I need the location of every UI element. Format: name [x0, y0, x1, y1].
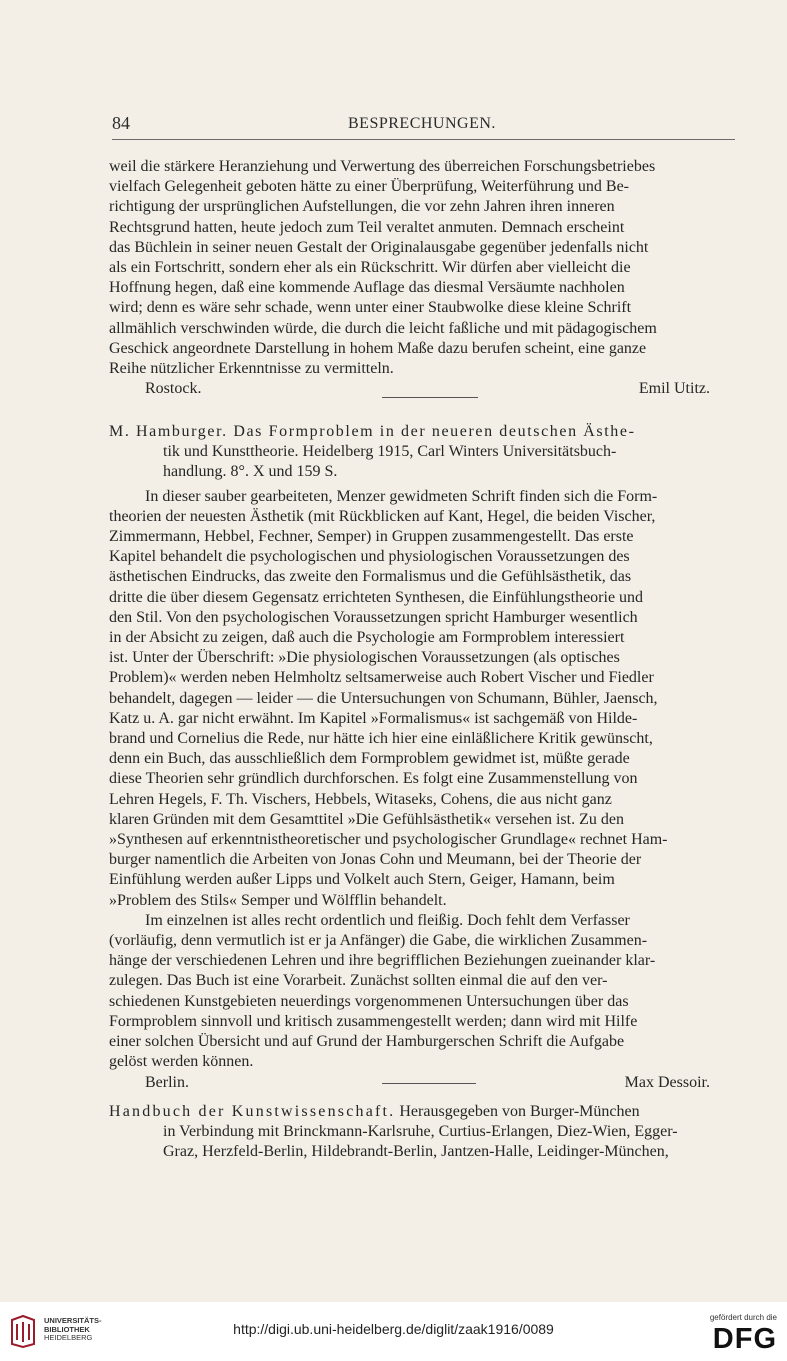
review-heading-line	[109, 442, 737, 462]
text-line: klaren Gründen mit dem Gesamttitel »Die Gefühlsästhetik« versehen ist. Zu den	[109, 810, 624, 828]
text-line: Einfühlung werden außer Lipps und Volkelt auch Stern, Geiger, Hamann, beim	[109, 871, 615, 889]
text-line: Lehren Hegels, F. Th. Vischers, Hebbels, Witaseks, Cohens, die aus nicht ganz	[109, 790, 612, 808]
review-heading-line: Graz, Herzfeld-Berlin, Hildebrandt-Berlin, Jantzen-Halle, Leidinger-München,	[163, 1143, 669, 1161]
text-line: einer solchen Übersicht und auf Grund der Hamburgerschen Schrift die Aufgabe	[109, 1033, 625, 1051]
signature-place: Rostock.	[145, 380, 202, 398]
text-line: Geschick angeordnete Darstellung in hohem Maße dazu berufen scheint, eine ganze	[109, 339, 647, 357]
section-divider	[382, 397, 478, 398]
text-line: schiedenen Kunstgebieten neuerdings vorgenommenen Untersuchungen über das	[109, 992, 629, 1010]
funding-note: gefördert durch die	[709, 1313, 777, 1322]
text-line: Problem)« werden neben Helmholtz seltsamerweise auch Robert Vischer und Fiedler	[109, 669, 654, 687]
digitization-footer	[0, 1302, 787, 1361]
text-line: behandelt, dagegen — leider — die Untersuchungen von Schumann, Bühler, Jaensch,	[109, 689, 658, 707]
text-line: In dieser sauber gearbeiteten, Menzer gewidmeten Schrift finden sich die Form-	[145, 487, 658, 505]
text-line: hänge der verschiedenen Lehren und ihre begrifflichen Beziehungen zueinander klar-	[109, 952, 656, 970]
text-line: Kapitel behandelt die psychologischen und physiologischen Voraussetzungen des	[109, 548, 630, 566]
text-line: in der Absicht zu zeigen, daß auch die Psychologie am Formproblem interessiert	[109, 629, 625, 647]
text-line: »Synthesen auf erkenntnistheoretischer und psychologischer Grundlage« rechnet Ham-	[109, 831, 668, 849]
library-line: HEIDELBERG	[44, 1333, 93, 1342]
text-line: Formproblem sinnvoll und kritisch zusammengestellt werden; dann wird mit Hilfe	[109, 1012, 638, 1030]
dfg-logo: DFG	[712, 1323, 777, 1355]
review-handbuch	[109, 1102, 737, 1163]
heading-title: Handbuch der Kunstwissenschaft.	[109, 1103, 396, 1120]
library-line: BIBLIOTHEK	[44, 1324, 90, 1334]
page-number: 84	[112, 113, 130, 133]
text-line: Im einzelnen ist alles recht ordentlich und fleißig. Doch fehlt dem Verfasser	[145, 911, 630, 929]
signature-reviewer: Max Dessoir.	[624, 1073, 710, 1091]
text-line: denn ein Buch, das ausschließlich dem Formproblem gewidmet ist, müßte gerade	[109, 750, 630, 768]
text-line: weil die stärkere Heranziehung und Verwertung des überreichen Forschungsbetriebes	[109, 158, 656, 175]
text-line: Reihe nützlicher Erkenntnisse zu vermitteln.	[109, 360, 394, 378]
signature-reviewer: Emil Utitz.	[638, 380, 710, 398]
page-header	[112, 113, 737, 137]
text-line: burger namentlich die Arbeiten von Jonas Cohn und Meumann, bei der Theorie der	[109, 851, 642, 869]
text-line: den Stil. Von den psychologischen Voraussetzungen spricht Hamburger wesentlich	[109, 608, 638, 626]
header-rule	[112, 139, 735, 140]
section-divider	[382, 1083, 476, 1084]
heading-text: tik und Kunsttheorie. Heidelberg 1915, Carl Winters Universitätsbuch-	[163, 443, 617, 461]
text-line: zulegen. Das Buch ist eine Vorarbeit. Zunächst sollten einmal die auf den ver-	[109, 972, 608, 990]
running-title: BESPRECHUNGEN.	[348, 115, 496, 132]
review-hamburger	[109, 422, 737, 1093]
text-line: Hoffnung hegen, daß eine kommende Auflage das diesmal Versäumte nachholen	[109, 279, 625, 297]
text-line: wird; denn es wäre sehr schade, wenn unter einer Staubwolke diese kleine Schrift	[109, 299, 632, 317]
review-continuation	[109, 157, 737, 399]
text-line: vielfach Gelegenheit geboten hätte zu einer Überprüfung, Weiterführung und Be-	[109, 178, 629, 196]
text-line: diese Theorien sehr gründlich durchforschen. Es folgt eine Zusammenstellung von	[109, 770, 638, 788]
text-line: (vorläufig, denn vermutlich ist er ja Anfänger) die Gabe, die wirklichen Zusammen-	[109, 932, 648, 950]
heading-rest: Herausgegeben von Burger-München	[395, 1103, 640, 1120]
review-heading-line: handlung. 8°. X und 159 S.	[163, 463, 338, 481]
source-url-link[interactable]: http://digi.ub.uni-heidelberg.de/diglit/zaak1916/0089	[233, 1321, 554, 1337]
text-line: Katz u. A. gar nicht erwähnt. Im Kapitel »Formalismus« ist sachgemäß von Hilde-	[109, 709, 638, 727]
library-line: UNIVERSITÄTS-	[44, 1316, 102, 1325]
text-line: richtigung der ursprünglichen Aufstellungen, die vor zehn Jahren ihren inneren	[109, 198, 615, 216]
text-line: Zimmermann, Hebbel, Fechner, Semper) in Gruppen zusammengestellt. Das erste	[109, 528, 634, 546]
text-line: theorien der neuesten Ästhetik (mit Rückblicken auf Kant, Hegel, die beiden Vischer,	[109, 507, 656, 525]
text-line: brand und Cornelius die Rede, nur hätte ich hier eine einläßlichere Kritik gewünscht,	[109, 730, 653, 748]
review-heading-line: in Verbindung mit Brinckmann-Karlsruhe, Curtius-Erlangen, Diez-Wien, Egger-	[163, 1123, 678, 1141]
text-line: Rechtsgrund hatten, heute jedoch zum Teil veraltet anmuten. Demnach erscheint	[109, 218, 625, 236]
text-line: ästhetischen Eindrucks, das zweite den Formalismus und die Gefühlsästhetik, das	[109, 568, 632, 586]
text-line: das Büchlein in seiner neuen Gestalt der Originalausgabe gegenüber jedenfalls nicht	[109, 238, 649, 256]
text-line: dritte die über diesem Gegensatz errichteten Synthesen, die Einfühlungstheorie und	[109, 588, 644, 606]
review-heading: M. Hamburger. Das Formproblem in der neueren deutschen Ästhe-	[109, 423, 636, 440]
text-line: gelöst werden können.	[109, 1053, 254, 1071]
signature-place: Berlin.	[145, 1073, 189, 1091]
text-line: »Problem des Stils« Semper und Wölfflin behandelt.	[109, 891, 447, 909]
review-heading	[109, 1102, 737, 1122]
text-line: allmählich verschwinden würde, die durch die leicht faßliche und mit pädagogischem	[109, 319, 657, 337]
text-line: als ein Fortschritt, sondern eher als ein Rückschritt. Wir dürfen aber vielleicht die	[109, 259, 631, 277]
text-line: ist. Unter der Überschrift: »Die physiologischen Voraussetzungen (als optisches	[109, 649, 620, 667]
